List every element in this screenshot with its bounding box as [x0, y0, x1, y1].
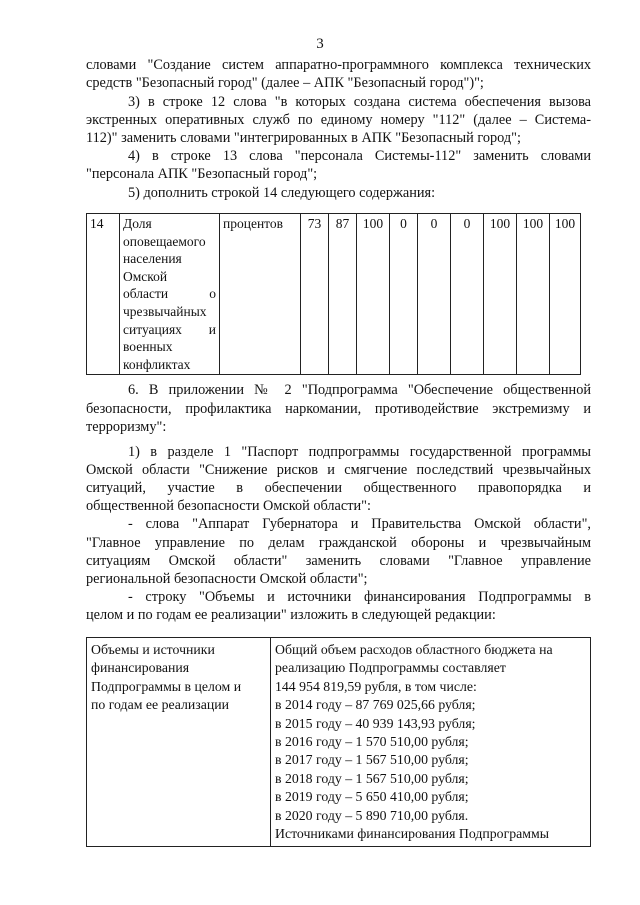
value-cell: 100	[357, 214, 390, 375]
text-line: 3) в строке 12 слова "в которых создана система обеспечения вызова	[128, 94, 591, 110]
value-cell: 0	[451, 214, 484, 375]
finance-line: в 2014 году – 87 769 025,66 рубля;	[275, 697, 476, 713]
text-line: "персонала АПК "Безопасный город";	[86, 166, 318, 182]
name-line: ситуациях и	[123, 321, 216, 337]
finance-line: реализацию Подпрограммы составляет	[275, 660, 506, 676]
text-line: ситуаций, участие в обеспечении общественного правопорядка и	[86, 480, 591, 496]
name-line: оповещаемого	[123, 233, 206, 249]
indicator-row-table	[86, 213, 581, 375]
finance-line: в 2016 году – 1 570 510,00 рубля;	[275, 734, 469, 750]
name-line: Омской	[123, 268, 168, 284]
text-line: общественной безопасности Омской области":	[86, 498, 371, 514]
text-line: безопасности, профилактика наркомании, противодействие экстремизму и	[86, 401, 591, 417]
table-row	[87, 214, 581, 375]
name-line: населения	[123, 251, 182, 267]
text-line: Омской области "Снижение рисков и смягчение последствий чрезвычайных	[86, 462, 591, 478]
finance-label-cell	[87, 638, 271, 847]
page-number: 3	[316, 36, 324, 52]
text-line: "Главное управление по делам гражданской обороны и чрезвычайным	[86, 535, 591, 551]
value-cell: 87	[329, 214, 357, 375]
table-row	[87, 638, 591, 847]
text-line: терроризму":	[86, 419, 167, 435]
finance-line: Общий объем расходов областного бюджета на	[275, 642, 553, 657]
value-cell: 0	[418, 214, 451, 375]
name-line: области о	[123, 286, 216, 302]
text-line: средств "Безопасный город" (далее – АПК "Безопасный город")";	[86, 75, 484, 91]
finance-line: 144 954 819,59 рубля, в том числе:	[275, 678, 477, 694]
text-line: 4) в строке 13 слова "персонала Системы-112" заменить словами	[128, 148, 591, 164]
text-line: словами "Создание систем аппаратно-программного комплекса технических	[86, 57, 591, 73]
row-number: 14	[87, 214, 120, 375]
text-line: 6. В приложении № 2 "Подпрограмма "Обеспечение общественной	[128, 382, 591, 398]
text-line: ситуациям Омской области" заменить словами "Главное управление	[86, 553, 591, 569]
finance-line: в 2020 году – 5 890 710,00 рубля.	[275, 807, 469, 823]
value-cell: 100	[550, 214, 581, 375]
text-line: - слова "Аппарат Губернатора и Правительства Омской области",	[128, 516, 591, 532]
finance-line: в 2015 году – 40 939 143,93 рубля;	[275, 715, 476, 731]
label-line: Объемы и источники	[91, 642, 215, 657]
text-line: региональной безопасности Омской области";	[86, 571, 368, 587]
indicator-name	[120, 214, 220, 375]
value-cell: 73	[301, 214, 329, 375]
finance-line: Источниками финансирования Подпрограммы	[275, 826, 549, 842]
finance-line: в 2019 году – 5 650 410,00 рубля;	[275, 789, 469, 805]
text-line: 5) дополнить строкой 14 следующего содержания:	[128, 185, 436, 201]
name-line: военных	[123, 339, 173, 355]
name-line: конфликтах	[123, 356, 191, 372]
name-line: Доля	[123, 216, 152, 231]
label-line: по годам ее реализации	[91, 697, 229, 713]
text-line: экстренных оперативных служб по единому номеру "112" (далее – Система-	[86, 112, 591, 128]
text-line: - строку "Объемы и источники финансирования Подпрограммы в	[128, 589, 591, 605]
value-cell: 100	[484, 214, 517, 375]
name-line: чрезвычайных	[123, 303, 207, 319]
finance-value-cell	[271, 638, 591, 847]
text-line: 112)" заменить словами "интегрированных в АПК "Безопасный город";	[86, 130, 521, 146]
value-cell: 0	[390, 214, 418, 375]
text-line: целом и по годам ее реализации" изложить в следующей редакции:	[86, 607, 496, 623]
text-line: 1) в разделе 1 "Паспорт подпрограммы государственной программы	[128, 444, 591, 460]
label-line: Подпрограммы в целом и	[91, 678, 242, 694]
unit-cell: процентов	[220, 214, 301, 375]
finance-line: в 2017 году – 1 567 510,00 рубля;	[275, 752, 469, 768]
finance-line: в 2018 году – 1 567 510,00 рубля;	[275, 770, 469, 786]
finance-table	[86, 637, 591, 847]
label-line: финансирования	[91, 660, 190, 676]
value-cell: 100	[517, 214, 550, 375]
